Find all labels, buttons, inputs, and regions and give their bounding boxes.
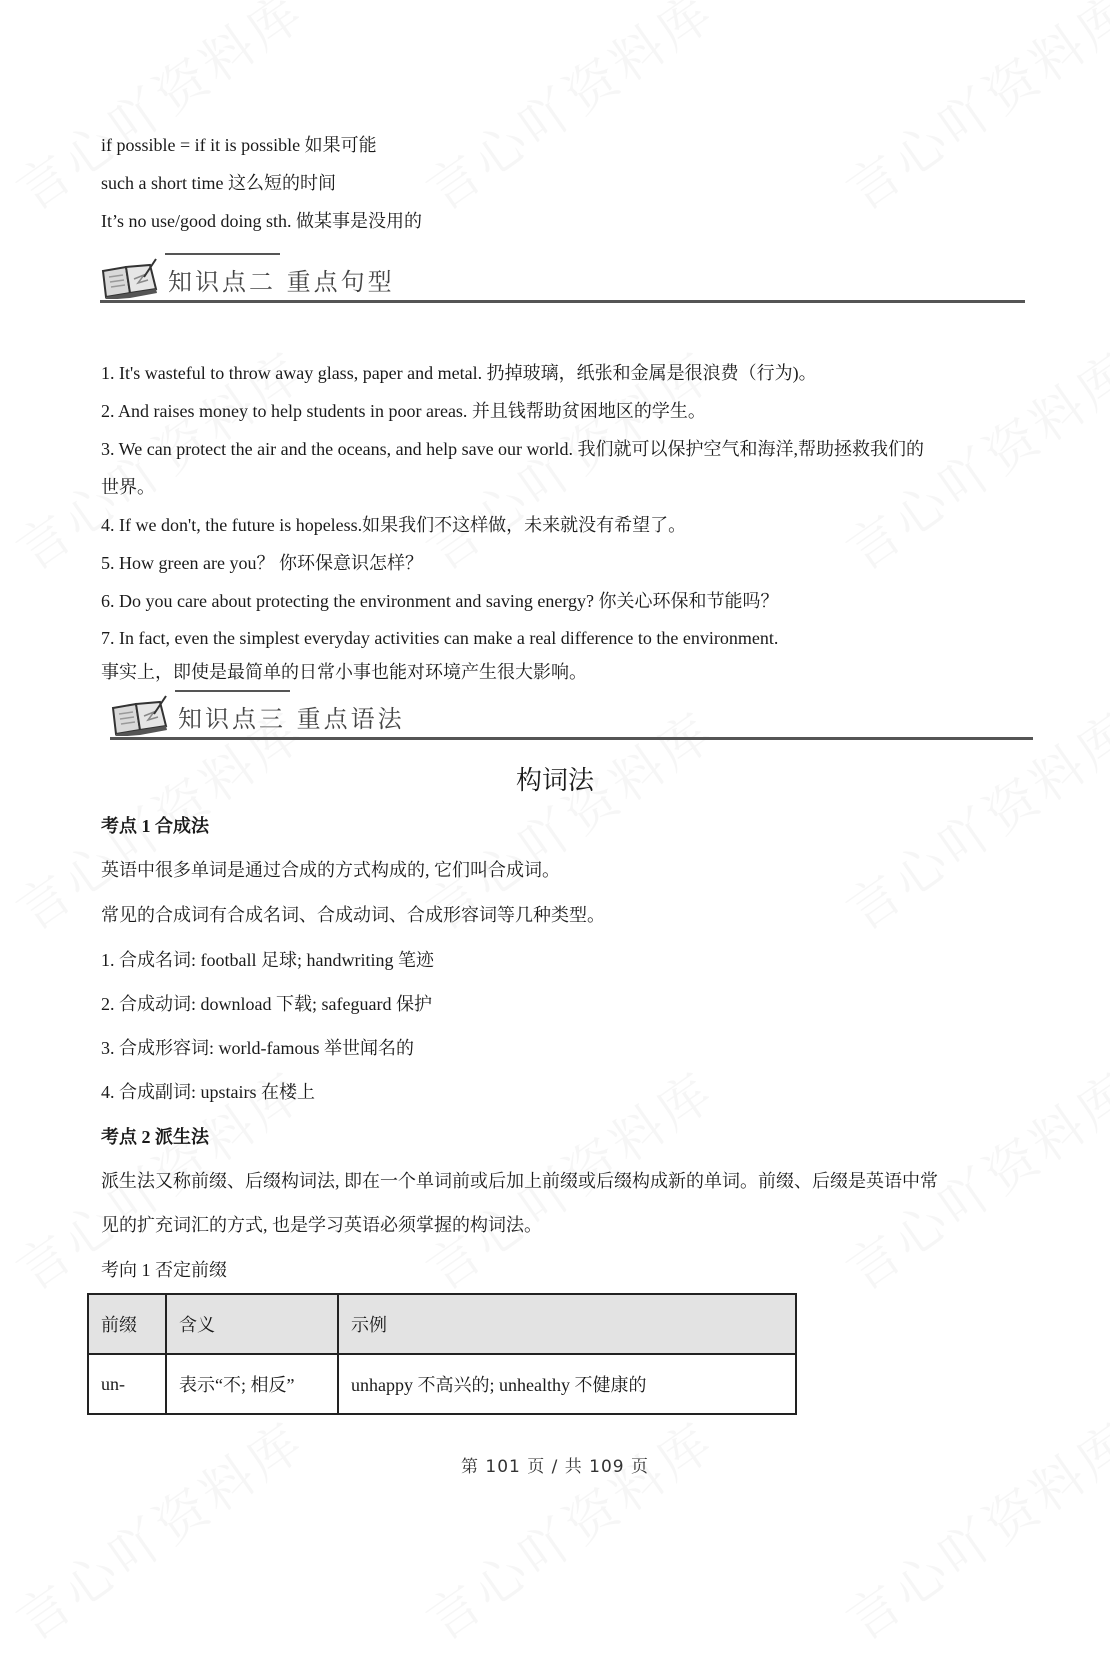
- sentence-line: 6. Do you care about protecting the environment and saving energy? 你关心环保和节能吗？: [101, 591, 779, 611]
- phrase-line: if possible = if it is possible 如果可能: [101, 135, 377, 155]
- open-book-icon: [100, 257, 160, 299]
- section-header-key-sentences: [100, 253, 1025, 303]
- section-title: 知识点三 重点语法: [178, 705, 405, 733]
- table-cell: 表示“不; 相反”: [166, 1354, 338, 1414]
- table-cell: un-: [88, 1354, 166, 1414]
- sentence-line: 事实上，即使是最简单的日常小事也能对环境产生很大影响。: [101, 662, 587, 682]
- sentence-line: 2. And raises money to help students in poor areas. 并且钱帮助贫困地区的学生。: [101, 401, 706, 421]
- sentence-line: 4. If we don't, the future is hopeless.如果我们不这样做，未来就没有希望了。: [101, 515, 687, 535]
- list-item: 4. 合成副词: upstairs 在楼上: [101, 1082, 315, 1102]
- open-book-icon: [110, 694, 170, 736]
- phrase-line: It’s no use/good doing sth. 做某事是没用的: [101, 211, 423, 231]
- section-title: 知识点二 重点句型: [168, 268, 395, 296]
- table-header-cell: 含义: [166, 1294, 338, 1354]
- paragraph: 常见的合成词有合成名词、合成动词、合成形容词等几种类型。: [101, 905, 605, 925]
- sentence-line: 5. How green are you？ 你环保意识怎样？: [101, 553, 423, 573]
- watermark: [409, 1400, 727, 1654]
- table-header-cell: 前缀: [88, 1294, 166, 1354]
- subheading: 考向 1 否定前缀: [101, 1260, 227, 1280]
- table-row: [88, 1354, 796, 1414]
- sentence-line: 世界。: [101, 477, 155, 497]
- prefix-table: [87, 1293, 797, 1415]
- watermark: [829, 0, 1110, 225]
- section-header-key-grammar: [110, 690, 1033, 740]
- list-item: 3. 合成形容词: world-famous 举世闻名的: [101, 1038, 414, 1058]
- point-title: 考点 1 合成法: [101, 816, 209, 836]
- table-header-cell: 示例: [338, 1294, 796, 1354]
- table-header-row: [88, 1294, 796, 1354]
- paragraph: 见的扩充词汇的方式, 也是学习英语必须掌握的构词法。: [101, 1215, 542, 1235]
- paragraph: 派生法又称前缀、后缀构词法, 即在一个单词前或后加上前缀或后缀构成新的单词。前缀、后缀是英语中常: [101, 1171, 938, 1191]
- grammar-heading: 构词法: [515, 766, 594, 796]
- table-cell: unhappy 不高兴的; unhealthy 不健康的: [338, 1354, 796, 1414]
- point-title: 考点 2 派生法: [101, 1127, 209, 1147]
- list-item: 1. 合成名词: football 足球; handwriting 笔迹: [101, 950, 434, 970]
- page-number: 第 101 页 / 共 109 页: [460, 1457, 650, 1477]
- sentence-line: 3. We can protect the air and the oceans, and help save our world. 我们就可以保护空气和海洋,帮助拯救我们的: [101, 439, 925, 459]
- paragraph: 英语中很多单词是通过合成的方式构成的, 它们叫合成词。: [101, 860, 560, 880]
- list-item: 2. 合成动词: download 下载; safeguard 保护: [101, 994, 432, 1014]
- sentence-line: 1. It's wasteful to throw away glass, paper and metal. 扔掉玻璃，纸张和金属是很浪费（行为)。: [101, 363, 817, 383]
- watermark: [0, 1400, 317, 1654]
- sentence-line: 7. In fact, even the simplest everyday activities can make a real difference to the environment.: [101, 628, 779, 648]
- phrase-line: such a short time 这么短的时间: [101, 173, 336, 193]
- watermark: [829, 1400, 1110, 1654]
- watermark: [409, 0, 727, 225]
